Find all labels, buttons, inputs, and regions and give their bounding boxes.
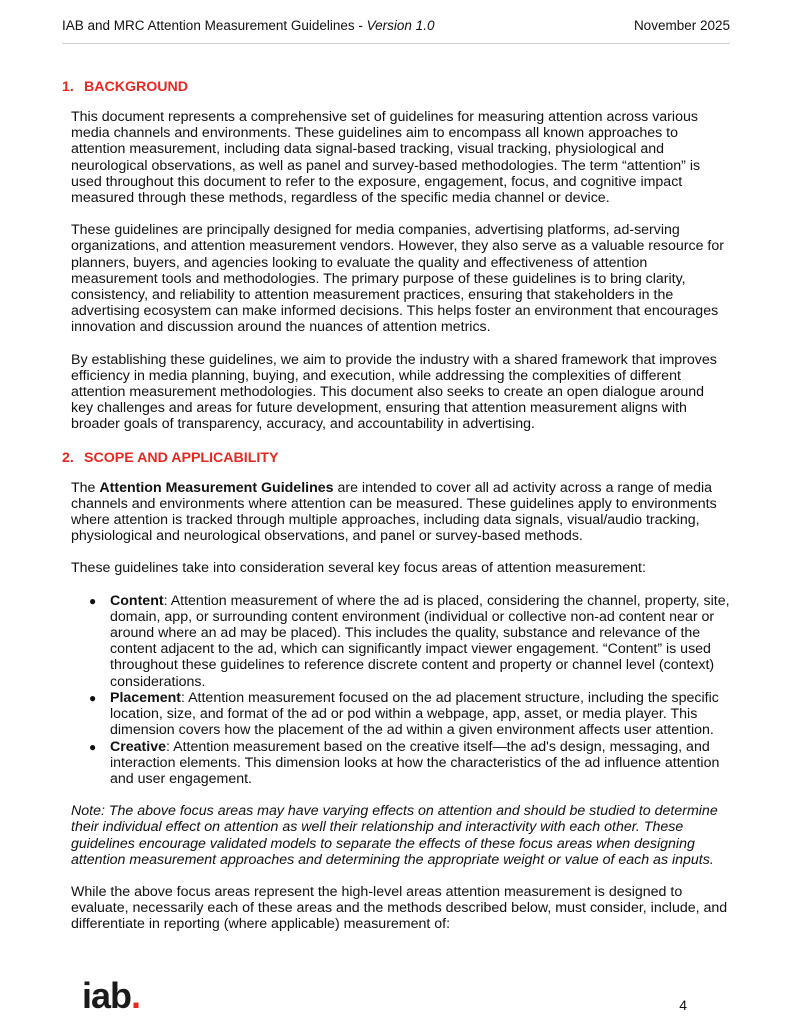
- bullet-term: Creative: [110, 738, 166, 755]
- paragraph: These guidelines take into consideration several key focus areas of attention measurement:: [71, 560, 646, 577]
- bullet-icon: ●: [89, 593, 97, 608]
- list-item: ● Content: Attention measurement of where the ad is placed, considering the channel, property, site, domain, app, or surrounding content environment (individual or collective non-ad content near or around where an ad may be placed). This includes the quality, substance and relevance of the content adjacent to the ad, which can significantly impact viewer engagement. “Content” is used throughout these guidelines to reference discrete content and property or channel level (context) considerations.: [89, 592, 730, 690]
- note-paragraph: Note: The above focus areas may have varying effects on attention and should be studied to determine their individual effect on attention as well their relationship and interactivity with each other. These guidelines encourage validated models to separate the effects of these focus areas when designing attention measurement approaches and determining the appropriate weight or value of each as inputs.: [71, 803, 718, 868]
- bold-term: Attention Measurement Guidelines: [99, 479, 334, 496]
- section-number: 2.: [62, 449, 74, 466]
- page-number: 4: [679, 997, 687, 1013]
- header-version: Version 1.0: [366, 18, 435, 33]
- document-body: [62, 78, 730, 949]
- paragraph: The Attention Measurement Guidelines are intended to cover all ad activity across a range of media channels and environments where attention can be measured. These guidelines apply to environments where attention is tracked through multiple approaches, including data signals, visual/audio tracking, physiological and neurological observations, and panel or survey-based methods.: [71, 479, 717, 545]
- paragraph: This document represents a comprehensive set of guidelines for measuring attention across various media channels and environments. These guidelines aim to encompass all known approaches to attention measurement, including data signal-based tracking, visual tracking, physiological and neurological observations, as well as panel and survey-based methodologies. The term “attention” is used throughout this document to refer to the exposure, engagement, focus, and cognitive impact measured through these methods, regardless of the specific media channel or device.: [71, 109, 701, 207]
- header-title: IAB and MRC Attention Measurement Guidelines - Version 1.0: [62, 18, 435, 33]
- bullet-term: Content: [110, 592, 164, 609]
- header-divider: [62, 43, 730, 44]
- section-number: 1.: [62, 79, 74, 95]
- page-header: [62, 18, 730, 33]
- section-title: SCOPE AND APPLICABILITY: [84, 449, 279, 466]
- focus-area-list: [62, 593, 730, 787]
- section-heading-background: [62, 78, 730, 96]
- iab-logo: iab.: [82, 975, 141, 1016]
- header-date: November 2025: [633, 18, 730, 33]
- list-item: ● Creative: Attention measurement based on the creative itself—the ad's design, messaging, and interaction elements. This dimension looks at how the characteristics of the ad influence attention and user engagement.: [89, 738, 720, 787]
- bullet-icon: ●: [89, 739, 97, 754]
- paragraph: While the above focus areas represent the high-level areas attention measurement is designed to evaluate, necessarily each of these areas and the methods described below, must consider, include, and differentiate in reporting (where applicable) measurement of:: [71, 883, 728, 933]
- section-heading-scope: [62, 449, 730, 467]
- section-title: BACKGROUND: [84, 79, 189, 95]
- paragraph: By establishing these guidelines, we aim to provide the industry with a shared framework that improves efficiency in media planning, buying, and execution, while addressing the complexities of different attention measurement methodologies. This document also seeks to create an open dialogue around key challenges and areas for future development, ensuring that attention measurement aligns with broader goals of transparency, accuracy, and accountability in advertising.: [71, 351, 717, 433]
- bullet-term: Placement: [110, 689, 181, 706]
- list-item: ● Placement: Attention measurement focused on the ad placement structure, including the specific location, size, and format of the ad or pod within a webpage, app, asset, or media player. This dimension covers how the placement of the ad within a given environment affects user attention.: [89, 689, 719, 739]
- bullet-icon: ●: [89, 690, 97, 705]
- paragraph: These guidelines are principally designed for media companies, advertising platforms, ad-serving organizations, and attention measurement vendors. However, they also serve as a valuable resource for planners, buyers, and agencies looking to evaluate the quality and effectiveness of attention measurement tools and methodologies. The primary purpose of these guidelines is to bring clarity, consistency, and reliability to attention measurement practices, ensuring that stakeholders in the advertising ecosystem can make informed decisions. This helps foster an environment that encourages innovation and discussion around the nuances of attention metrics.: [71, 222, 724, 336]
